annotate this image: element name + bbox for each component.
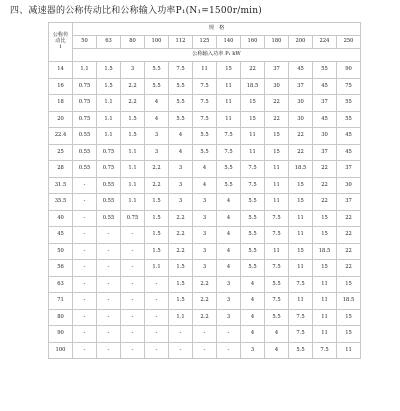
ratio-cell: 71 (49, 293, 73, 310)
power-cell: 5.5 (169, 78, 193, 95)
power-cell: 4 (217, 243, 241, 260)
power-cell: 3 (193, 210, 217, 227)
ratio-cell: 80 (49, 309, 73, 326)
ratio-cell: 31.5 (49, 177, 73, 194)
table-row (49, 210, 361, 227)
power-cell: 37 (289, 78, 313, 95)
power-cell: - (121, 260, 145, 277)
power-cell: - (97, 293, 121, 310)
power-cell: 15 (313, 260, 337, 277)
power-cell: 0.55 (97, 210, 121, 227)
power-cell: 3 (217, 309, 241, 326)
power-cell: 5.5 (241, 210, 265, 227)
power-cell: 1.1 (121, 177, 145, 194)
power-cell: 4 (241, 309, 265, 326)
table-row (49, 111, 361, 128)
power-cell: 7.5 (169, 62, 193, 79)
power-cell: - (169, 342, 193, 359)
ratio-cell: 63 (49, 276, 73, 293)
power-cell: 1.5 (121, 128, 145, 145)
power-cell: 11 (241, 144, 265, 161)
power-cell: - (97, 326, 121, 343)
power-cell: 11 (289, 293, 313, 310)
power-cell: 22 (337, 210, 361, 227)
power-cell: - (193, 326, 217, 343)
power-cell: 2.2 (145, 177, 169, 194)
ratio-cell: 40 (49, 210, 73, 227)
power-cell: - (97, 309, 121, 326)
power-cell: 4 (241, 276, 265, 293)
power-cell: 7.5 (289, 276, 313, 293)
size-header-cell: 63 (97, 36, 121, 49)
power-cell: 11 (265, 194, 289, 211)
power-cell: 7.5 (289, 309, 313, 326)
power-cell: - (97, 227, 121, 244)
table-row (49, 177, 361, 194)
power-cell: 15 (217, 62, 241, 79)
power-cell: 15 (265, 128, 289, 145)
power-cell: 4 (265, 326, 289, 343)
power-cell: 7.5 (241, 161, 265, 178)
power-cell: 11 (217, 95, 241, 112)
section-title: 四、减速器的公称传动比和公称输入功率P₁(N₁=1500r/min) (10, 6, 262, 16)
power-cell: 15 (337, 309, 361, 326)
ratio-column-header: 公称传 动比 i (49, 23, 73, 62)
power-cell: 45 (313, 78, 337, 95)
power-cell: 2.2 (193, 293, 217, 310)
power-cell: 15 (289, 194, 313, 211)
power-cell: 3 (121, 62, 145, 79)
power-cell: - (145, 342, 169, 359)
table-row (49, 326, 361, 343)
power-cell: - (145, 293, 169, 310)
power-cell: 7.5 (265, 260, 289, 277)
power-cell: 18.5 (289, 161, 313, 178)
power-cell: 37 (265, 62, 289, 79)
power-cell: 5.5 (145, 62, 169, 79)
power-cell: - (169, 326, 193, 343)
power-cell: 7.5 (289, 326, 313, 343)
power-cell: 11 (289, 260, 313, 277)
power-cell: 4 (169, 144, 193, 161)
power-cell: 15 (313, 227, 337, 244)
power-cell: - (121, 326, 145, 343)
power-cell: 15 (313, 210, 337, 227)
power-cell: 37 (337, 194, 361, 211)
power-cell: 5.5 (289, 342, 313, 359)
power-cell: 5.5 (193, 128, 217, 145)
power-cell: 2.2 (145, 161, 169, 178)
power-cell: 1.5 (169, 276, 193, 293)
power-cell: 30 (337, 177, 361, 194)
power-cell: 1.5 (169, 260, 193, 277)
size-header-cell: 250 (337, 36, 361, 49)
power-cell: 1.1 (121, 144, 145, 161)
power-cell: 4 (193, 177, 217, 194)
power-cell: 0.55 (97, 177, 121, 194)
power-cell: 15 (265, 144, 289, 161)
power-cell: 5.5 (241, 227, 265, 244)
power-cell: 2.2 (193, 276, 217, 293)
power-cell: 18.5 (337, 293, 361, 310)
power-cell: 7.5 (265, 293, 289, 310)
power-cell: 1.1 (97, 128, 121, 145)
power-cell: 22 (337, 260, 361, 277)
size-header-cell: 140 (217, 36, 241, 49)
power-cell: 30 (265, 78, 289, 95)
size-header-cell: 200 (289, 36, 313, 49)
power-cell: 1.1 (121, 161, 145, 178)
power-cell: 3 (217, 276, 241, 293)
power-cell: 45 (313, 111, 337, 128)
power-cell: 3 (169, 194, 193, 211)
power-cell: 37 (313, 144, 337, 161)
power-cell: 5.5 (169, 95, 193, 112)
power-cell: - (121, 293, 145, 310)
power-cell: - (121, 243, 145, 260)
power-cell: 11 (217, 111, 241, 128)
power-cell: 3 (193, 243, 217, 260)
size-header-cell: 112 (169, 36, 193, 49)
table-row (49, 78, 361, 95)
power-cell: 11 (193, 62, 217, 79)
power-cell: 0.75 (73, 95, 97, 112)
power-cell: 0.55 (73, 144, 97, 161)
power-cell: 3 (193, 260, 217, 277)
power-cell: 18.5 (313, 243, 337, 260)
power-cell: 2.2 (169, 210, 193, 227)
power-cell: - (73, 194, 97, 211)
power-cell: 4 (217, 227, 241, 244)
power-cell: 11 (265, 161, 289, 178)
power-cell: 15 (241, 111, 265, 128)
ratio-cell: 25 (49, 144, 73, 161)
table-row (49, 309, 361, 326)
power-cell: 1.5 (169, 293, 193, 310)
ratio-cell: 16 (49, 78, 73, 95)
ratio-cell: 35.5 (49, 194, 73, 211)
table-row (49, 260, 361, 277)
power-cell: 11 (289, 210, 313, 227)
power-cell: 37 (337, 161, 361, 178)
power-cell: 5.5 (241, 194, 265, 211)
power-cell: 15 (289, 177, 313, 194)
power-cell: 1.1 (169, 309, 193, 326)
power-cell: - (145, 309, 169, 326)
ratio-cell: 100 (49, 342, 73, 359)
table-row (49, 194, 361, 211)
power-cell: 2.2 (121, 95, 145, 112)
power-cell: 30 (313, 128, 337, 145)
ratio-cell: 22.4 (49, 128, 73, 145)
power-cell: - (73, 243, 97, 260)
power-cell: 4 (145, 95, 169, 112)
size-header-row (49, 36, 361, 49)
power-cell: 11 (313, 276, 337, 293)
power-cell: 22 (241, 62, 265, 79)
table-row (49, 227, 361, 244)
power-cell: - (121, 309, 145, 326)
power-cell: 7.5 (313, 342, 337, 359)
table-row (49, 276, 361, 293)
size-header-cell: 224 (313, 36, 337, 49)
power-cell: 11 (289, 227, 313, 244)
power-cell: 7.5 (217, 144, 241, 161)
power-cell: - (121, 276, 145, 293)
power-cell: 1.5 (145, 243, 169, 260)
power-cell: 5.5 (241, 243, 265, 260)
power-cell: 11 (313, 293, 337, 310)
power-cell: - (73, 227, 97, 244)
power-cell: 3 (145, 144, 169, 161)
power-cell: - (145, 276, 169, 293)
power-cell: 22 (313, 161, 337, 178)
power-cell: 7.5 (265, 227, 289, 244)
table-row (49, 62, 361, 79)
power-cell: 0.75 (73, 78, 97, 95)
power-cell: 3 (241, 342, 265, 359)
power-cell: 55 (337, 95, 361, 112)
power-cell: 4 (217, 210, 241, 227)
power-cell: 5.5 (217, 161, 241, 178)
power-cell: 11 (265, 243, 289, 260)
power-cell: 1.1 (121, 194, 145, 211)
power-cell: - (73, 342, 97, 359)
power-cell: - (73, 326, 97, 343)
power-cell: - (73, 309, 97, 326)
power-cell: 55 (313, 62, 337, 79)
power-header: 公称输入功率 P₁ kW (73, 49, 361, 62)
power-cell: 45 (337, 128, 361, 145)
table-row (49, 128, 361, 145)
power-cell: - (145, 326, 169, 343)
power-cell: 1.1 (97, 95, 121, 112)
ratio-cell: 56 (49, 260, 73, 277)
power-cell: 11 (313, 309, 337, 326)
power-cell: 11 (313, 326, 337, 343)
table-row (49, 243, 361, 260)
power-cell: 0.55 (73, 128, 97, 145)
power-cell: 3 (169, 161, 193, 178)
power-cell: 7.5 (265, 210, 289, 227)
power-cell: 5.5 (193, 144, 217, 161)
power-cell: 0.75 (97, 144, 121, 161)
power-cell: 4 (193, 161, 217, 178)
power-cell: 3 (193, 194, 217, 211)
power-cell: - (121, 342, 145, 359)
power-cell: 55 (337, 111, 361, 128)
power-cell: 1.5 (121, 111, 145, 128)
table-header-row (49, 23, 361, 36)
power-cell: - (217, 326, 241, 343)
ratio-cell: 20 (49, 111, 73, 128)
power-cell: 1.5 (97, 78, 121, 95)
power-cell: 1.1 (73, 62, 97, 79)
size-header-cell: 50 (73, 36, 97, 49)
size-header-cell: 80 (121, 36, 145, 49)
power-cell: 0.55 (97, 194, 121, 211)
power-cell: 30 (289, 95, 313, 112)
table-row (49, 293, 361, 310)
power-cell: 4 (217, 194, 241, 211)
power-cell: 2.2 (193, 309, 217, 326)
power-header-row (49, 49, 361, 62)
power-cell: - (121, 227, 145, 244)
power-cell: 0.55 (73, 161, 97, 178)
size-header-cell: 125 (193, 36, 217, 49)
power-cell: 0.75 (121, 210, 145, 227)
power-cell: 4 (145, 111, 169, 128)
size-header-cell: 160 (241, 36, 265, 49)
power-cell: 4 (241, 293, 265, 310)
power-cell: 15 (337, 326, 361, 343)
power-cell: - (73, 293, 97, 310)
ratio-cell: 14 (49, 62, 73, 79)
ratio-cell: 45 (49, 227, 73, 244)
power-cell: 5.5 (169, 111, 193, 128)
power-cell: 90 (337, 62, 361, 79)
table-row (49, 95, 361, 112)
table-body (49, 23, 361, 359)
ratio-cell: 18 (49, 95, 73, 112)
power-cell: 2.2 (121, 78, 145, 95)
power-cell: 1.1 (97, 111, 121, 128)
power-cell: 22 (337, 243, 361, 260)
power-cell: - (73, 260, 97, 277)
power-cell: 45 (289, 62, 313, 79)
table-row (49, 161, 361, 178)
power-cell: 4 (169, 128, 193, 145)
power-cell: - (217, 342, 241, 359)
power-cell: 4 (217, 260, 241, 277)
power-cell: 11 (337, 342, 361, 359)
power-cell: 3 (193, 227, 217, 244)
power-cell: 1.5 (145, 194, 169, 211)
spec-header: 规 格 (73, 23, 361, 36)
power-cell: - (193, 342, 217, 359)
power-cell: - (97, 276, 121, 293)
power-cell: 22 (313, 194, 337, 211)
power-cell: - (97, 243, 121, 260)
power-cell: 3 (217, 293, 241, 310)
power-cell: - (73, 276, 97, 293)
power-cell: 5.5 (145, 78, 169, 95)
power-cell: 11 (241, 128, 265, 145)
power-cell: 5.5 (265, 309, 289, 326)
size-header-cell: 180 (265, 36, 289, 49)
power-cell: 4 (241, 326, 265, 343)
size-header-cell: 100 (145, 36, 169, 49)
power-cell: 7.5 (193, 111, 217, 128)
ratio-cell: 50 (49, 243, 73, 260)
power-cell: 15 (241, 95, 265, 112)
power-cell: 4 (265, 342, 289, 359)
power-cell: 0.75 (73, 111, 97, 128)
power-cell: 30 (289, 111, 313, 128)
power-cell: 15 (337, 276, 361, 293)
power-cell: 11 (217, 78, 241, 95)
table-row (49, 144, 361, 161)
power-cell: 22 (313, 177, 337, 194)
power-cell: - (73, 177, 97, 194)
power-cell: 22 (289, 144, 313, 161)
power-cell: - (97, 260, 121, 277)
power-cell: 3 (145, 128, 169, 145)
power-cell: 7.5 (241, 177, 265, 194)
power-cell: 75 (337, 78, 361, 95)
power-cell: - (73, 210, 97, 227)
power-cell: 45 (337, 144, 361, 161)
power-cell: 3 (169, 177, 193, 194)
power-cell: 22 (265, 95, 289, 112)
power-cell: 7.5 (217, 128, 241, 145)
power-cell: 5.5 (217, 177, 241, 194)
power-cell: 18.5 (241, 78, 265, 95)
power-cell: - (97, 342, 121, 359)
table-row (49, 342, 361, 359)
power-rating-table (48, 22, 361, 359)
power-cell: 11 (265, 177, 289, 194)
power-cell: 22 (337, 227, 361, 244)
ratio-cell: 90 (49, 326, 73, 343)
power-cell: 5.5 (265, 276, 289, 293)
power-cell: 7.5 (193, 95, 217, 112)
power-cell: 1.5 (145, 210, 169, 227)
power-cell: 2.2 (169, 243, 193, 260)
power-cell: 5.5 (241, 260, 265, 277)
power-cell: 22 (265, 111, 289, 128)
power-cell: 2.2 (169, 227, 193, 244)
power-cell: 0.75 (97, 161, 121, 178)
power-cell: 1.5 (97, 62, 121, 79)
power-cell: 7.5 (193, 78, 217, 95)
power-cell: 1.1 (145, 260, 169, 277)
power-cell: 37 (313, 95, 337, 112)
ratio-cell: 28 (49, 161, 73, 178)
power-cell: 22 (289, 128, 313, 145)
power-cell: 1.5 (145, 227, 169, 244)
power-cell: 15 (289, 243, 313, 260)
